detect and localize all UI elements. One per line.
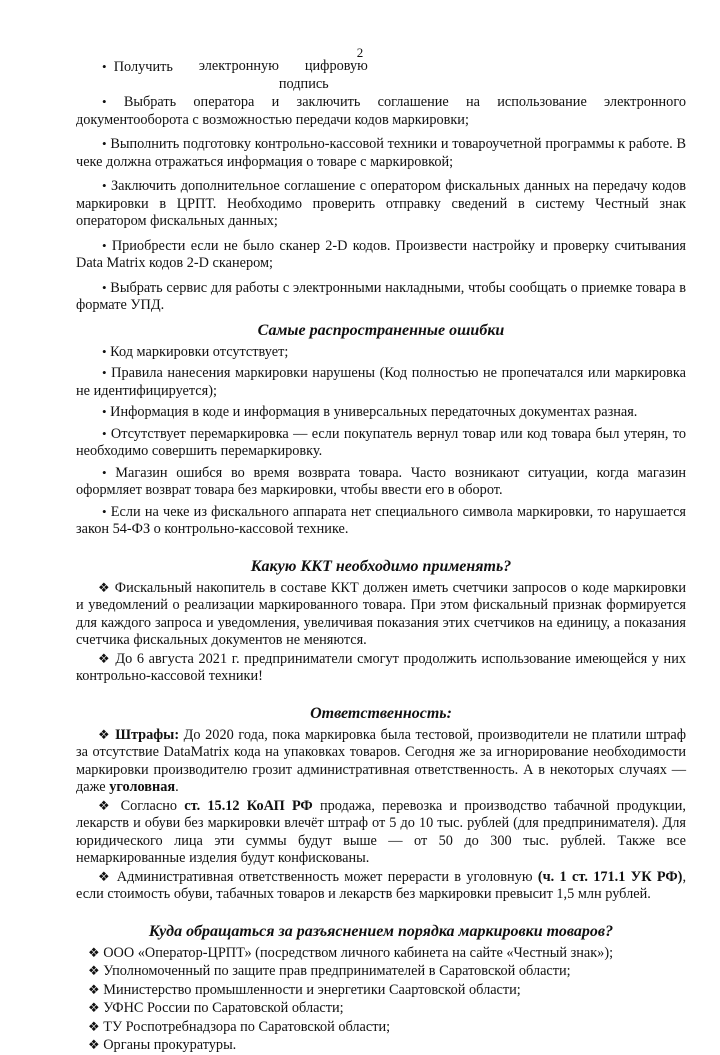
- list-item: • Информация в коде и информация в универсальных передаточных документах разная.: [102, 404, 638, 420]
- list-item: • Магазин ошибся во время возврата товара. Часто возникают ситуации, когда магазин оформляет возврат товара без маркировки, чтобы ввести его в оборот.: [76, 464, 686, 498]
- list-item: • Если на чеке из фискального аппарата нет специального символа маркировки, то нарушается закон 54-ФЗ о контрольно-кассовой технике.: [76, 503, 686, 537]
- list-item: ❖ Уполномоченный по защите прав предпринимателей в Саратовской области;: [88, 963, 571, 979]
- bullet-icon: •: [102, 503, 107, 519]
- list-item: ❖ ООО «Оператор-ЦРПТ» (посредством личного кабинета на сайте «Честный знак»);: [88, 944, 614, 961]
- list-item: ❖ УФНС России по Саратовской области;: [88, 1000, 344, 1016]
- bullet-icon: •: [102, 59, 107, 74]
- diamond-icon: ❖: [98, 726, 111, 742]
- diamond-icon: ❖: [88, 944, 100, 960]
- diamond-icon: ❖: [98, 650, 111, 666]
- bullet-icon: •: [102, 178, 107, 193]
- page-number: 2: [356, 45, 364, 60]
- list-item: • Получить электронную цифровую подпись: [102, 58, 368, 92]
- diamond-icon: ❖: [88, 963, 100, 978]
- bullet-icon: •: [102, 279, 107, 295]
- list-item: • Заключить дополнительное соглашение с оператором фискальных данных на передачу кодов маркировки в ЦРПТ. Необходимо проверить отправку сведений в систему Честный знак оператором фискальных данных;: [76, 178, 686, 229]
- list-item: • Выполнить подготовку контрольно-кассовой техники и товароучетной программы к работе. В чеке должна отражаться информация о товаре с маркировкой;: [76, 136, 686, 170]
- list-item: ❖ ТУ Роспотребнадзора по Саратовской области;: [88, 1018, 391, 1035]
- diamond-icon: ❖: [88, 1018, 100, 1034]
- list-item: • Выбрать сервис для работы с электронными накладными, чтобы сообщать о приемке товара в формате УПД.: [76, 279, 686, 313]
- page-content: [76, 58, 686, 1055]
- list-item: ❖ До 6 августа 2021 г. предприниматели смогут продолжить использование имеющейся у них контрольно-кассовой техники!: [76, 650, 687, 684]
- list-item: ❖ Штрафы: До 2020 года, пока маркировка была тестовой, производители не платили штраф за отсутствие DataMatrix кода на упаковках товаров. Сегодня же за игнорирование необходимости маркировки производителю грозит административная ответственность. А в некоторых случаях — даже уголовная.: [76, 726, 686, 795]
- bullet-icon: •: [102, 425, 107, 441]
- diamond-icon: ❖: [98, 579, 111, 595]
- diamond-icon: ❖: [98, 868, 112, 884]
- section-heading: Какую ККТ необходимо применять?: [250, 557, 512, 575]
- bullet-icon: •: [102, 94, 107, 109]
- bullet-icon: •: [102, 136, 107, 151]
- diamond-icon: ❖: [88, 1037, 100, 1052]
- list-item: ❖ Административная ответственность может перерасти в уголовную (ч. 1 ст. 171.1 УК РФ), если стоимость обуви, табачных товаров и лекарств без маркировки превысит 1,5 млн рублей.: [76, 868, 687, 902]
- bullet-icon: •: [102, 237, 107, 253]
- list-item: • Выбрать оператора и заключить соглашение на использование электронного документооборота с возможностью передачи кодов маркировки;: [76, 94, 686, 128]
- section-heading: Куда обращаться за разъяснением порядка маркировки товаров?: [148, 922, 614, 940]
- list-item: ❖ Министерство промышленности и энергетики Саартовской области;: [88, 981, 521, 998]
- list-item: ❖ Органы прокуратуры.: [88, 1037, 237, 1053]
- section-heading: Ответственность:: [310, 704, 452, 722]
- list-item: • Приобрести если не было сканер 2-D кодов. Произвести настройку и проверку считывания Data Matrix кодов 2-D сканером;: [76, 237, 686, 271]
- list-item: • Код маркировки отсутствует;: [102, 343, 289, 360]
- bullet-icon: •: [102, 343, 107, 359]
- list-item: • Правила нанесения маркировки нарушены (Код полностью не пропечатался или маркировка не идентифицируется);: [76, 365, 686, 399]
- diamond-icon: ❖: [88, 1000, 100, 1015]
- list-item: • Отсутствует перемаркировка — если покупатель вернул товар или код товара был утерян, то необходимо совершить перемаркировку.: [76, 425, 687, 459]
- bullet-icon: •: [102, 404, 107, 419]
- diamond-icon: ❖: [88, 981, 100, 997]
- diamond-icon: ❖: [98, 797, 114, 813]
- bullet-icon: •: [102, 365, 107, 380]
- list-item: ❖ Согласно ст. 15.12 КоАП РФ продажа, перевозка и производство табачной продукции, лекарств и обуви без маркировки влечёт штраф от 5 до 10 тыс. рублей (для предпринимателя). Для юридического лица эти суммы будут выше — от 50 до 300 тыс. рублей. Также все немаркированные изделия будут конфискованы.: [76, 797, 686, 866]
- bullet-icon: •: [102, 464, 107, 480]
- section-heading: Самые распространенные ошибки: [257, 321, 505, 339]
- list-item: ❖ Фискальный накопитель в составе ККТ должен иметь счетчики запросов о коде маркировки и уведомлений о реализации маркированного товара. При этом фискальный признак формируется для каждого запроса и уведомления, увеличивая показания этих счетчиков на единицу, а показания счетчика фискальных документов не меняются.: [76, 579, 687, 648]
